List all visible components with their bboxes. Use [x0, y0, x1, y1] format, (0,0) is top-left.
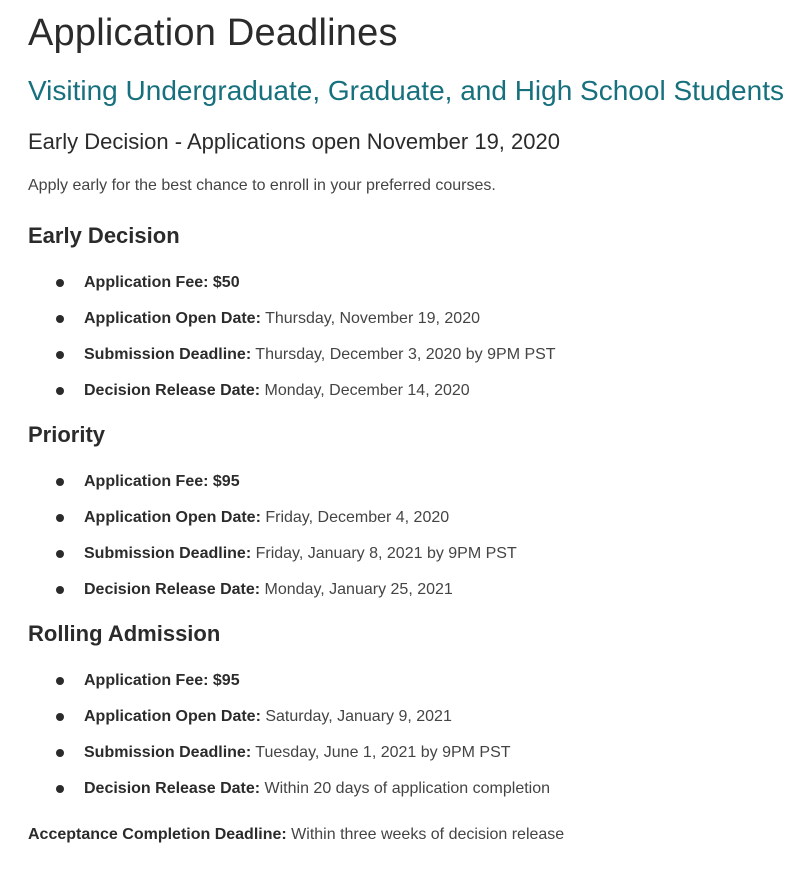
early-decision-list [28, 272, 800, 402]
list-item [28, 272, 800, 294]
item-label: Application Open Date: [84, 708, 261, 725]
list-item [28, 507, 800, 529]
item-label: Decision Release Date: [84, 780, 261, 797]
list-item [28, 471, 800, 493]
page-title: Application Deadlines [28, 12, 398, 54]
bullet-icon [56, 279, 64, 287]
intro-text: Apply early for the best chance to enroll in your preferred courses. [28, 177, 496, 194]
section-heading-rolling-admission: Rolling Admission [28, 621, 221, 646]
acceptance-value: Within three weeks of decision release [286, 826, 565, 843]
bullet-icon [56, 514, 64, 522]
list-item [28, 344, 800, 366]
priority-list [28, 471, 800, 601]
item-value: Monday, December 14, 2020 [260, 382, 470, 399]
bullet-icon [56, 785, 64, 793]
list-item [28, 579, 800, 601]
item-label: Application Open Date: [84, 509, 261, 526]
item-label: Submission Deadline: [84, 545, 252, 562]
page-subtitle: Visiting Undergraduate, Graduate, and High School Students [28, 75, 784, 106]
item-label: Application Fee: $95 [84, 473, 240, 490]
item-label: Application Open Date: [84, 310, 261, 327]
acceptance-label: Acceptance Completion Deadline: [28, 826, 287, 843]
acceptance-deadline [28, 824, 800, 846]
bullet-icon [56, 749, 64, 757]
rolling-admission-list [28, 670, 800, 800]
bullet-icon [56, 315, 64, 323]
applications-open-line: Early Decision - Applications open November 19, 2020 [28, 129, 560, 154]
item-value: Monday, January 25, 2021 [260, 581, 453, 598]
item-value: Thursday, December 3, 2020 by 9PM PST [251, 346, 556, 363]
item-label: Decision Release Date: [84, 581, 261, 598]
list-item [28, 706, 800, 728]
item-label: Application Fee: $50 [84, 274, 240, 291]
item-value: Tuesday, June 1, 2021 by 9PM PST [251, 744, 511, 761]
item-value: Within 20 days of application completion [260, 780, 551, 797]
bullet-icon [56, 387, 64, 395]
item-value: Saturday, January 9, 2021 [260, 708, 452, 725]
list-item [28, 670, 800, 692]
bullet-icon [56, 550, 64, 558]
item-label: Submission Deadline: [84, 744, 252, 761]
section-heading-priority: Priority [28, 422, 106, 447]
list-item [28, 778, 800, 800]
list-item [28, 543, 800, 565]
bullet-icon [56, 478, 64, 486]
item-label: Decision Release Date: [84, 382, 261, 399]
bullet-icon [56, 677, 64, 685]
item-value: Thursday, November 19, 2020 [260, 310, 480, 327]
item-value: Friday, January 8, 2021 by 9PM PST [251, 545, 517, 562]
item-value: Friday, December 4, 2020 [260, 509, 450, 526]
item-label: Application Fee: $95 [84, 672, 240, 689]
section-heading-early-decision: Early Decision [28, 223, 180, 248]
bullet-icon [56, 586, 64, 594]
list-item [28, 308, 800, 330]
bullet-icon [56, 351, 64, 359]
list-item [28, 742, 800, 764]
item-label: Submission Deadline: [84, 346, 252, 363]
bullet-icon [56, 713, 64, 721]
list-item [28, 380, 800, 402]
